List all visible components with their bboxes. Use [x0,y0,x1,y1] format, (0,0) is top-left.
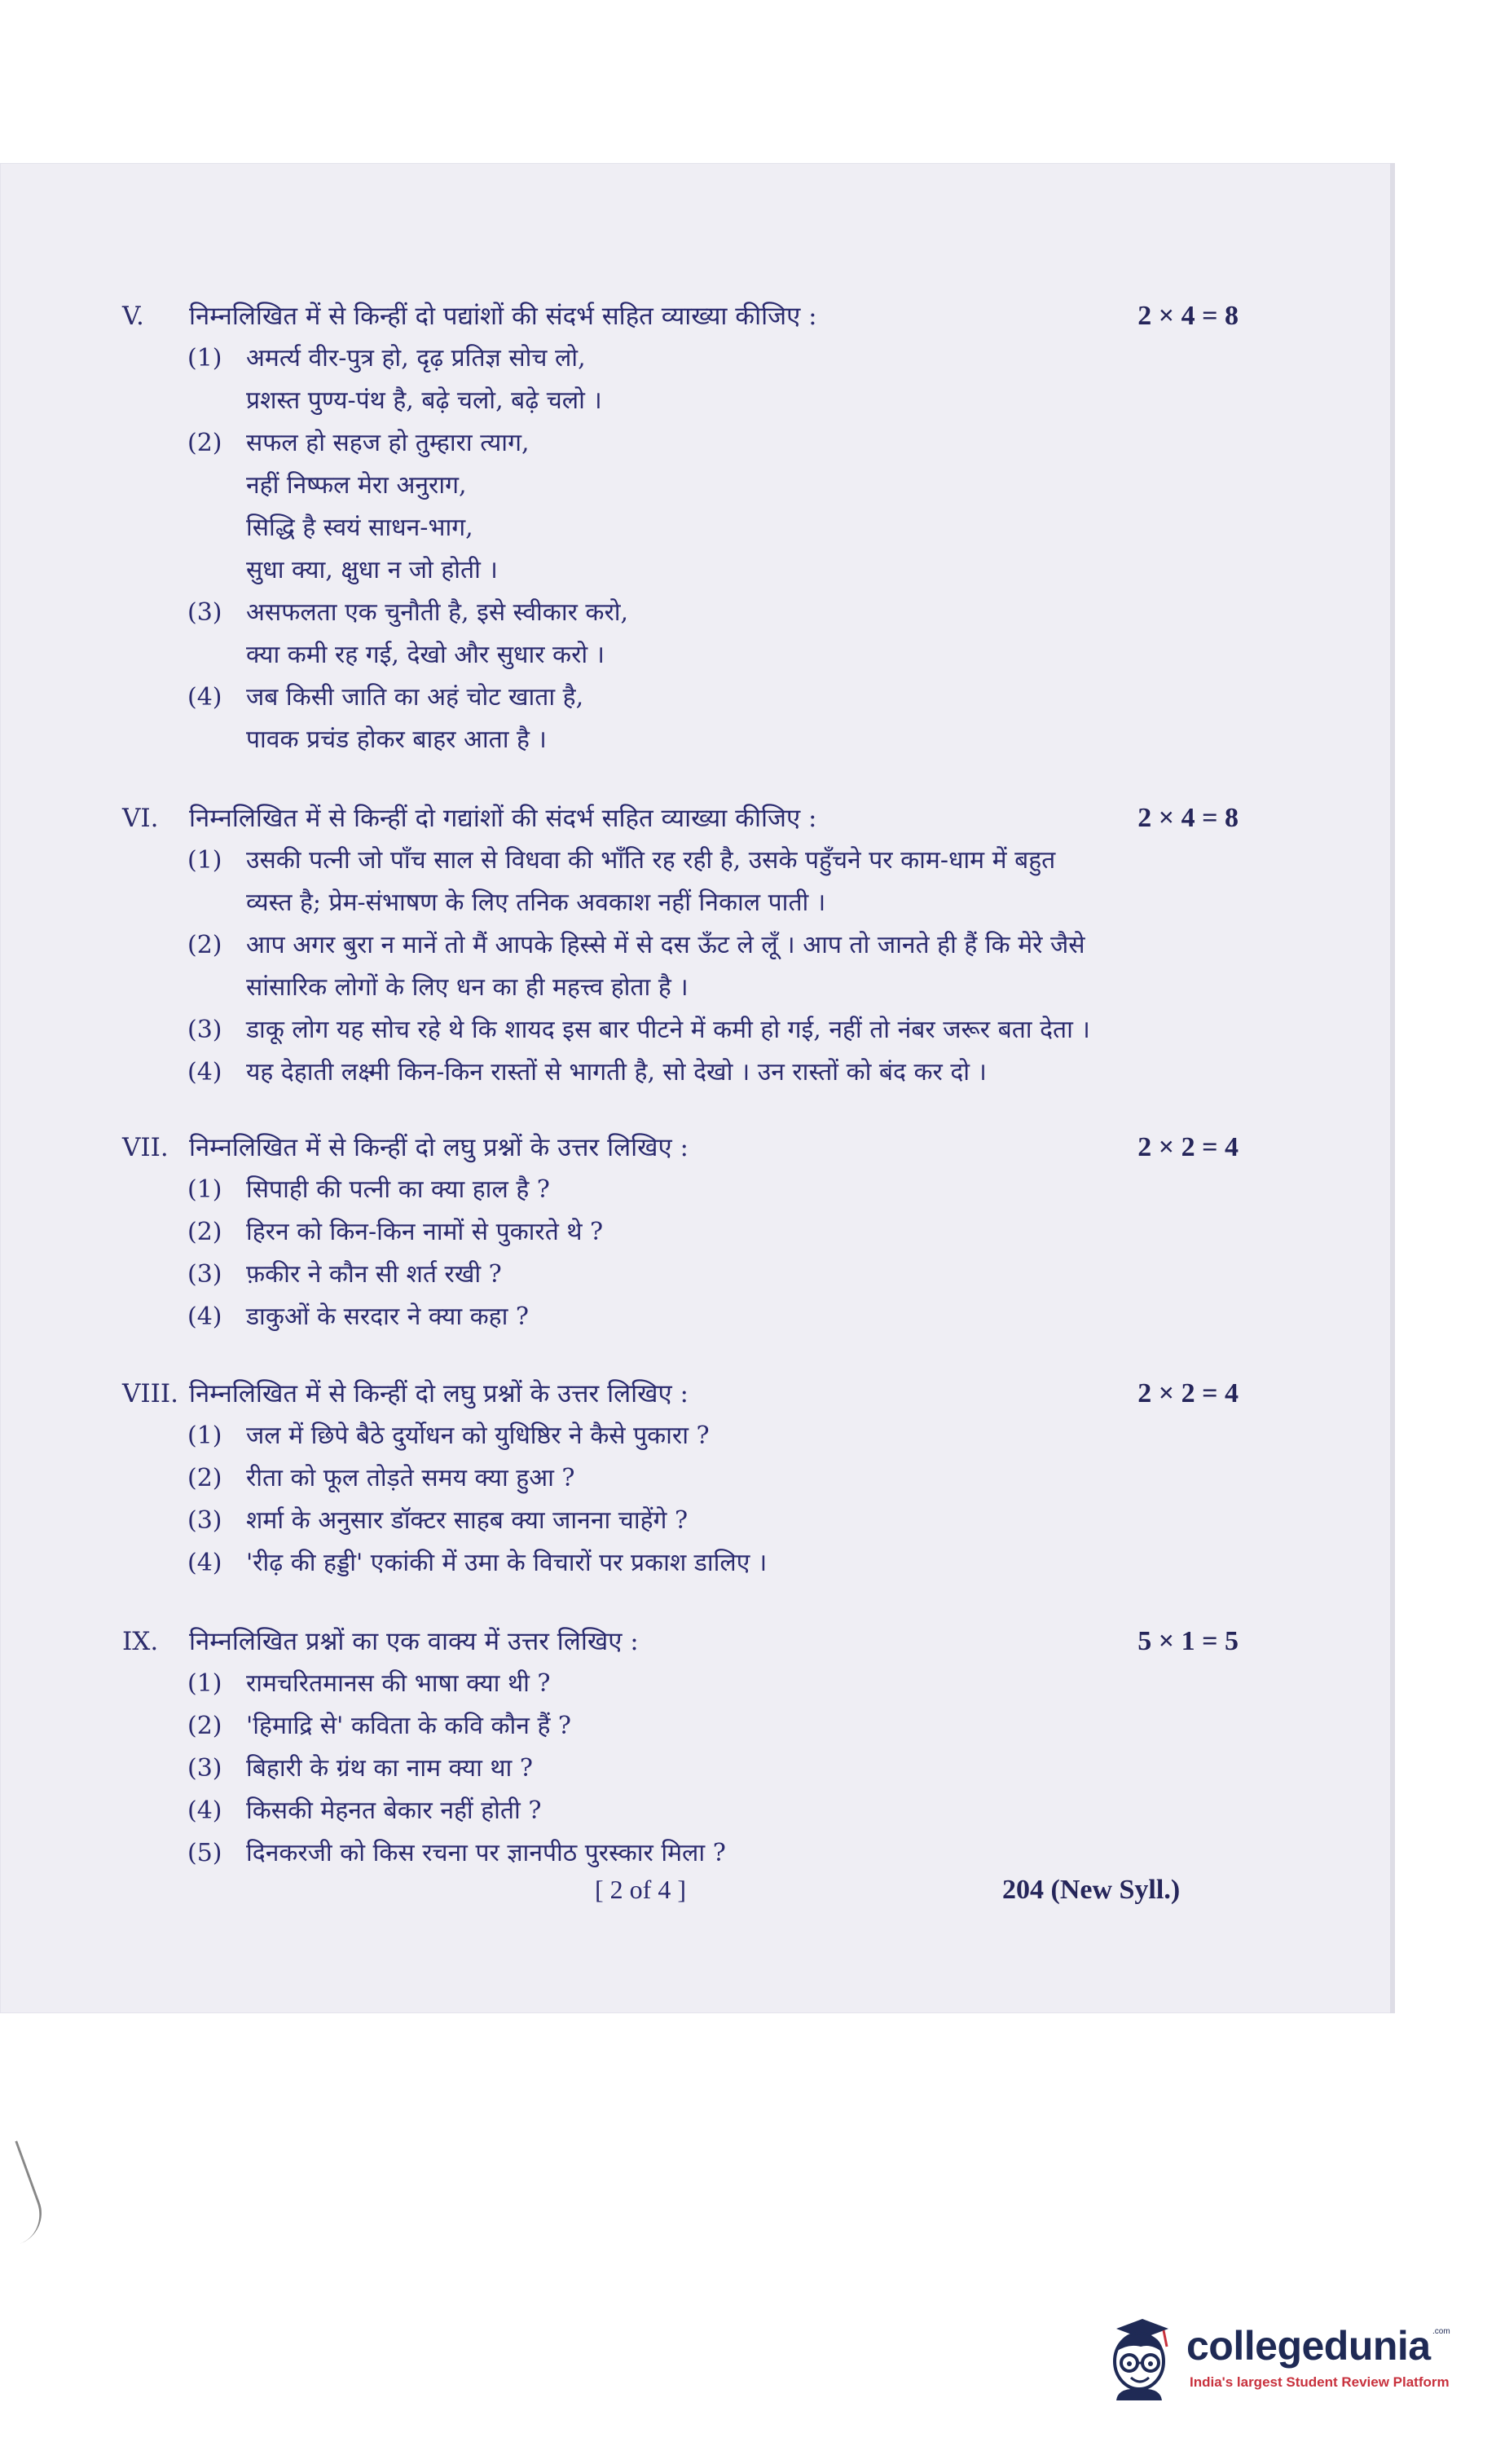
question-item [187,592,1239,677]
item-line: हिरन को किन-किन नामों से पुकारते थे ? [246,1218,604,1246]
item-line: व्यस्त है; प्रेम-संभाषण के लिए तनिक अवकाश नहीं निकाल पाती । [246,888,826,917]
student-mascot-icon [1092,2311,1181,2400]
item-line: यह देहाती लक्ष्मी किन-किन रास्तों से भागती है, सो देखो । उन रास्तों को बंद कर दो । [246,1058,987,1087]
question-header [122,1620,1239,1663]
item-number: (2) [187,1218,222,1246]
question-header [122,295,1239,337]
question-header [122,797,1239,840]
question-text: निम्नलिखित प्रश्नों का एक वाक्य में उत्तर लिखिए : [189,1627,639,1656]
question-item [187,337,1239,422]
question-header [122,1373,1239,1415]
question-items [187,337,1239,761]
question-marks: 2 × 4 = 8 [1137,301,1239,331]
item-line: पावक प्रचंड होकर बाहर आता है । [246,725,547,754]
question-marks: 5 × 1 = 5 [1137,1626,1239,1656]
item-number: (3) [187,1754,222,1783]
question-item [187,1457,1239,1500]
question-item [187,1748,1239,1790]
question-ix [122,1620,1239,1875]
item-number: (4) [187,1796,222,1825]
item-number: (2) [187,429,222,457]
question-item [187,1790,1239,1832]
item-line: असफलता एक चुनौती है, इसे स्वीकार करो, [246,598,629,627]
question-header [122,1126,1239,1169]
item-number: (4) [187,1303,222,1331]
question-text: निम्नलिखित में से किन्हीं दो पद्यांशों की संदर्भ सहित व्याख्या कीजिए : [189,302,817,331]
question-item [187,924,1239,1009]
question-items [187,1415,1239,1585]
paper-fold-mark [0,2140,51,2244]
question-text: निम्नलिखित में से किन्हीं दो लघु प्रश्नों के उत्तर लिखिए : [189,1133,689,1162]
question-number: V. [122,302,144,331]
question-items [187,1169,1239,1338]
item-line: रामचरितमानस की भाषा क्या थी ? [246,1669,551,1698]
item-line: शर्मा के अनुसार डॉक्टर साहब क्या जानना चाहेंगे ? [246,1506,689,1535]
question-item [187,1500,1239,1542]
question-item [187,1542,1239,1585]
item-number: (3) [187,1016,222,1044]
brand-name: collegedunia [1186,2323,1431,2369]
question-item [187,840,1239,924]
question-item [187,1415,1239,1457]
item-line: सफल हो सहज हो तुम्हारा त्याग, [246,429,530,457]
brand-tld: .com [1432,2327,1450,2336]
question-item [187,1296,1239,1338]
paper-code: 204 (New Syll.) [1002,1875,1181,1905]
brand-tagline: India's largest Student Review Platform [1190,2374,1450,2390]
item-number: (4) [187,1058,222,1087]
question-viii [122,1373,1239,1585]
question-marks: 2 × 2 = 4 [1137,1378,1239,1408]
item-line: किसकी मेहनत बेकार नहीं होती ? [246,1796,542,1825]
question-item [187,1254,1239,1296]
question-number: IX. [122,1627,159,1656]
question-vi [122,797,1239,1094]
question-number: VII. [122,1133,169,1162]
item-line: 'हिमाद्रि से' कविता के कवि कौन हैं ? [246,1712,572,1740]
item-line: अमर्त्य वीर-पुत्र हो, दृढ़ प्रतिज्ञ सोच लो, [246,344,586,372]
question-v [122,295,1239,761]
question-items [187,1663,1239,1875]
sheet-edge [1390,163,1395,2013]
item-number: (1) [187,1669,222,1698]
item-number: (4) [187,1549,222,1577]
item-line: सिपाही की पत्नी का क्या हाल है ? [246,1175,550,1204]
item-line: जब किसी जाति का अहं चोट खाता है, [246,683,584,712]
question-marks: 2 × 4 = 8 [1137,803,1239,833]
item-number: (3) [187,598,222,627]
item-number: (4) [187,683,222,712]
item-line: दिनकरजी को किस रचना पर ज्ञानपीठ पुरस्कार मिला ? [246,1839,726,1867]
item-line: प्रशस्त पुण्य-पंथ है, बढ़े चलो, बढ़े चलो । [246,386,602,415]
question-number: VIII. [122,1379,178,1408]
item-line: सिद्धि है स्वयं साधन-भाग, [246,514,473,542]
item-line: जल में छिपे बैठे दुर्योधन को युधिष्ठिर ने कैसे पुकारा ? [246,1422,710,1450]
collegedunia-logo[interactable] [1092,2311,1450,2400]
item-line: बिहारी के ग्रंथ का नाम क्या था ? [246,1754,533,1783]
item-line: क्या कमी रह गई, देखो और सुधार करो । [246,641,605,669]
item-line: सुधा क्या, क्षुधा न जो होती । [246,556,498,584]
item-number: (1) [187,1175,222,1204]
question-item [187,1009,1239,1051]
item-line: आप अगर बुरा न मानें तो मैं आपके हिस्से में से दस ऊँट ले लूँ । आप तो जानते ही हैं कि मेरे जैसे [246,931,1085,959]
question-items [187,840,1239,1094]
item-number: (1) [187,846,222,875]
question-item [187,1169,1239,1211]
item-line: उसकी पत्नी जो पाँच साल से विधवा की भाँति रह रही है, उसके पहुँचने पर काम-धाम में बहुत [246,846,1056,875]
question-item [187,1705,1239,1748]
question-item [187,1663,1239,1705]
item-line: नहीं निष्फल मेरा अनुराग, [246,471,467,500]
item-number: (2) [187,1464,222,1492]
question-item [187,1832,1239,1875]
question-marks: 2 × 2 = 4 [1137,1132,1239,1162]
item-number: (3) [187,1260,222,1289]
item-number: (3) [187,1506,222,1535]
question-text: निम्नलिखित में से किन्हीं दो गद्यांशों की संदर्भ सहित व्याख्या कीजिए : [189,804,817,833]
item-number: (1) [187,1422,222,1450]
question-item [187,677,1239,761]
item-number: (5) [187,1839,222,1867]
item-line: सांसारिक लोगों के लिए धन का ही महत्त्व होता है । [246,973,689,1002]
item-number: (1) [187,344,222,372]
item-line: फ़कीर ने कौन सी शर्त रखी ? [246,1260,502,1289]
question-vii [122,1126,1239,1338]
question-text: निम्नलिखित में से किन्हीं दो लघु प्रश्नों के उत्तर लिखिए : [189,1379,689,1408]
question-item [187,422,1239,592]
question-number: VI. [122,804,159,833]
item-number: (2) [187,1712,222,1740]
question-item [187,1211,1239,1254]
item-line: 'रीढ़ की हड्डी' एकांकी में उमा के विचारों पर प्रकाश डालिए । [246,1549,768,1577]
question-item [187,1051,1239,1094]
item-number: (2) [187,931,222,959]
item-line: डाकू लोग यह सोच रहे थे कि शायद इस बार पीटने में कमी हो गई, नहीं तो नंबर जरूर बता देता । [246,1016,1090,1044]
item-line: रीता को फूल तोड़ते समय क्या हुआ ? [246,1464,575,1492]
item-line: डाकुओं के सरदार ने क्या कहा ? [246,1303,529,1331]
page-indicator: [ 2 of 4 ] [595,1875,686,1904]
